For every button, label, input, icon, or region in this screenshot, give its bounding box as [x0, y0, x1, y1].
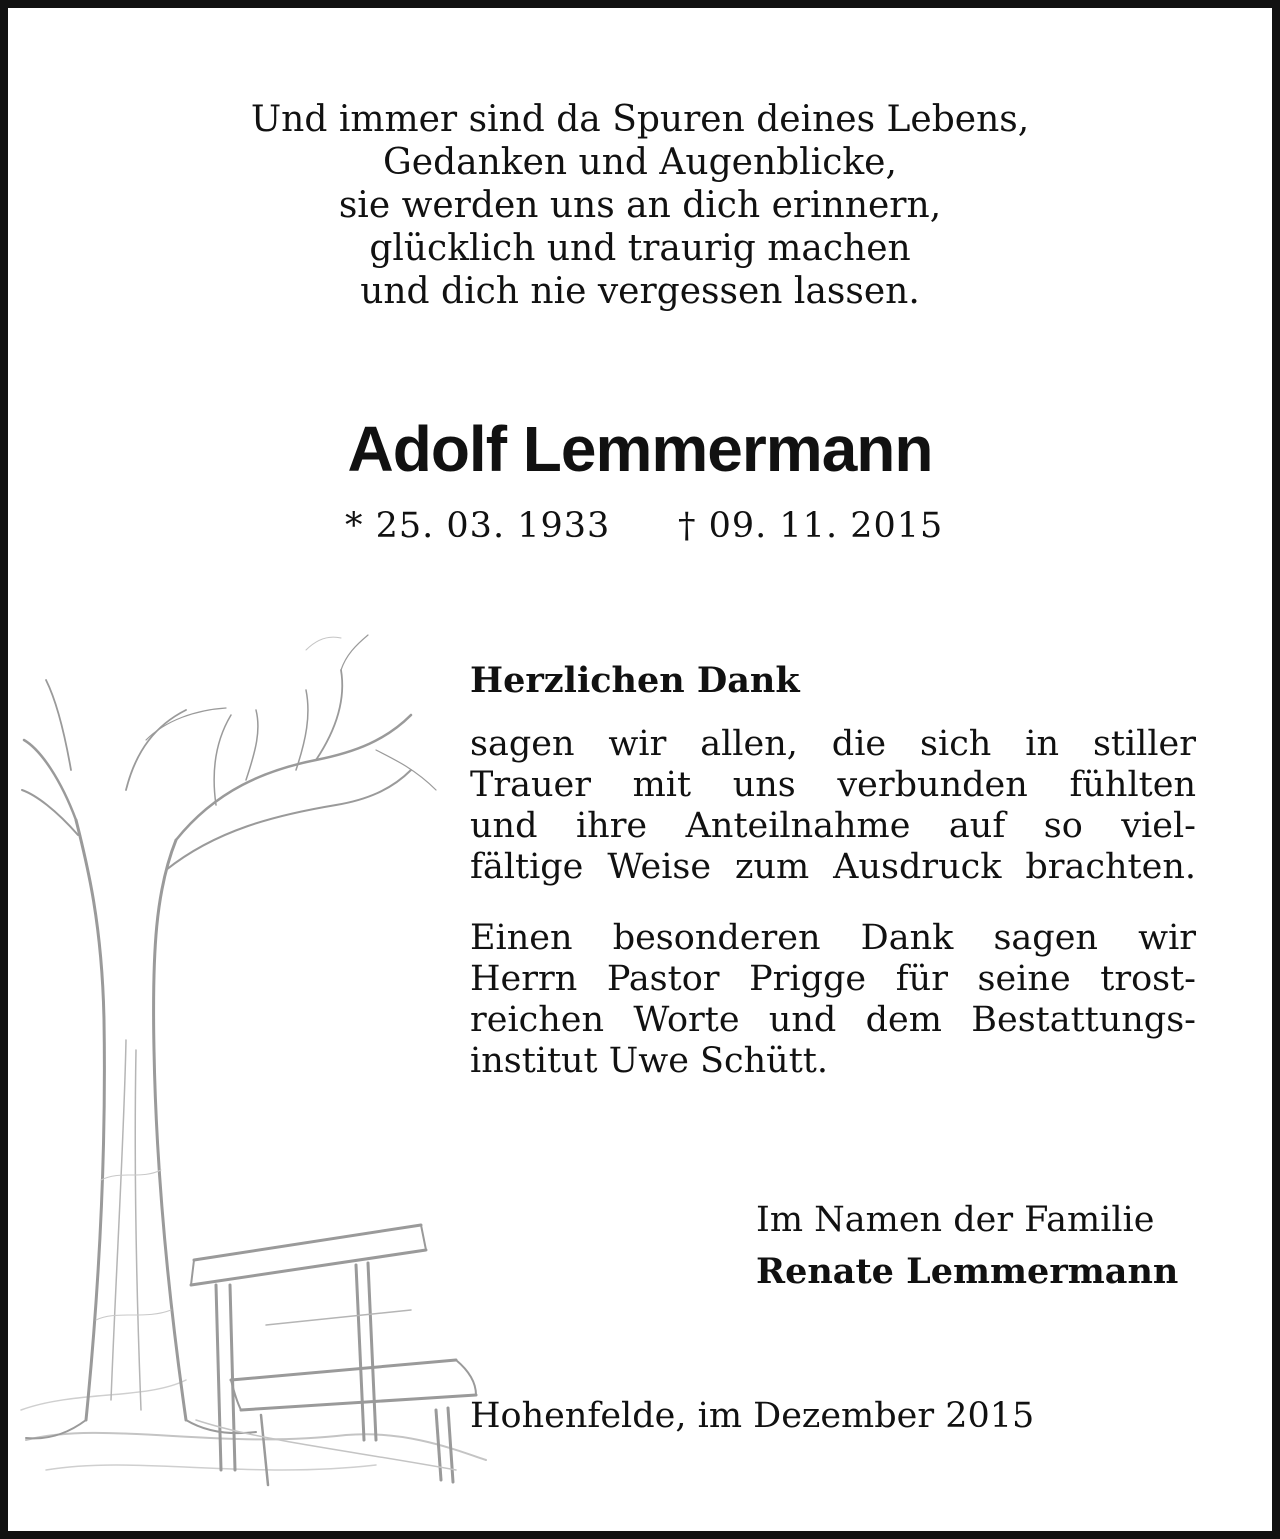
- poem-line: Und immer sind da Spuren deines Lebens,: [250, 99, 1030, 140]
- thanks-paragraph-1: [470, 724, 1196, 888]
- tree-and-bench-sketch-icon: [16, 620, 496, 1500]
- signoff-line: Im Namen der Familie: [756, 1200, 1155, 1240]
- paragraph-line: Herrn Pastor Prigge für seine trost-: [470, 959, 1196, 999]
- paragraph-line: institut Uwe Schütt.: [470, 1041, 828, 1081]
- place-and-date: Hohenfelde, im Dezember 2015: [470, 1396, 1035, 1436]
- death-date: † 09. 11. 2015: [678, 506, 944, 546]
- paragraph-line: sagen wir allen, die sich in stiller: [470, 724, 1196, 764]
- poem-line: und dich nie vergessen lassen.: [360, 271, 920, 312]
- paragraph-line: und ihre Anteilnahme auf so viel-: [470, 806, 1196, 846]
- poem-line: glücklich und traurig machen: [369, 228, 911, 269]
- poem-line: Gedanken und Augenblicke,: [383, 142, 897, 183]
- poem-line: sie werden uns an dich erinnern,: [338, 185, 942, 226]
- paragraph-line: fältige Weise zum Ausdruck brachten.: [470, 847, 1196, 887]
- thanks-paragraph-2: [470, 918, 1196, 1082]
- family-signoff: [756, 1194, 1178, 1298]
- thanks-heading: Herzlichen Dank: [470, 660, 800, 701]
- deceased-name: Adolf Lemmermann: [347, 413, 933, 485]
- paragraph-line: reichen Worte und dem Bestattungs-: [470, 1000, 1196, 1040]
- memorial-poem: [0, 98, 1280, 313]
- paragraph-line: Einen besonderen Dank sagen wir: [470, 918, 1196, 958]
- birth-date: * 25. 03. 1933: [345, 506, 611, 546]
- paragraph-line: Trauer mit uns verbunden fühlten: [470, 765, 1196, 805]
- signer-name: Renate Lemmermann: [756, 1251, 1179, 1292]
